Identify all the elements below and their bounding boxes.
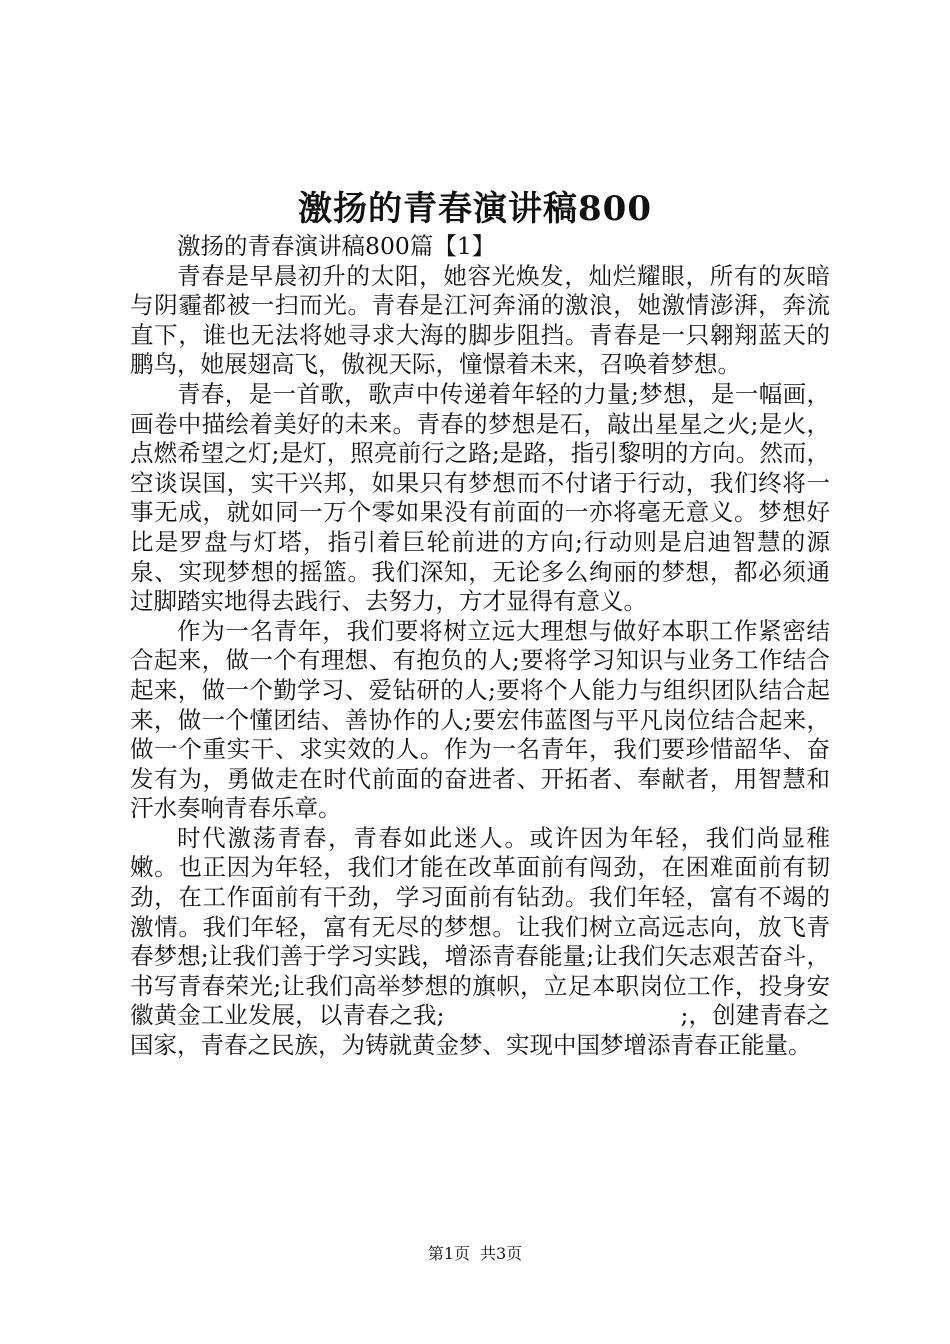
paragraph: 青春是早晨初升的太阳，她容光焕发，灿烂耀眼，所有的灰暗与阴霾都被一扫而光。青春是江河奔涌的激浪，她激情澎湃，奔流直下，谁也无法将她寻求大海的脚步阻挡。青春是一只翱翔蓝天的鹏鸟，她展翅高飞，傲视天际，憧憬着未来，召唤着梦想。 <box>130 261 830 379</box>
document-body <box>130 232 830 1061</box>
paragraph: 作为一名青年，我们要将树立远大理想与做好本职工作紧密结合起来，做一个有理想、有抱负的人;要将学习知识与业务工作结合起来，做一个勤学习、爱钻研的人;要将个人能力与组织团队结合起来，做一个懂团结、善协作的人;要宏伟蓝图与平凡岗位结合起来，做一个重实干、求实效的人。作为一名青年，我们要珍惜韶华、奋发有为，勇做走在时代前面的奋进者、开拓者、奉献者，用智慧和汗水奏响青春乐章。 <box>130 616 830 823</box>
section-heading: 激扬的青春演讲稿800篇【1】 <box>177 232 496 260</box>
page-total: 共3页 <box>480 1244 523 1263</box>
paragraph: 青春，是一首歌，歌声中传递着年轻的力量;梦想，是一幅画，画卷中描绘着美好的未来。青春的梦想是石，敲出星星之火;是火，点燃希望之灯;是灯，照亮前行之路;是路，指引黎明的方向。然而，空谈误国，实干兴邦，如果只有梦想而不付诸于行动，我们终将一事无成，就如同一万个零如果没有前面的一亦将毫无意义。梦想好比是罗盘与灯塔，指引着巨轮前进的方向;行动则是启迪智慧的源泉、实现梦想的摇篮。我们深知，无论多么绚丽的梦想，都必须通过脚踏实地得去践行、去努力，方才显得有意义。 <box>130 379 830 616</box>
paragraph: 时代激荡青春，青春如此迷人。或许因为年轻，我们尚显稚嫩。也正因为年轻，我们才能在改革面前有闯劲，在困难面前有韧劲，在工作面前有干劲，学习面前有钻劲。我们年轻，富有不竭的激情。我们年轻，富有无尽的梦想。让我们树立高远志向，放飞青春梦想;让我们善于学习实践，增添青春能量;让我们矢志艰苦奋斗，书写青春荣光;让我们高举梦想的旗帜，立足本职岗位工作，投身安徽黄金工业发展，以青春之我; ;，创建青春之国家，青春之民族，为铸就黄金梦、实现中国梦增添青春正能量。 <box>130 823 830 1060</box>
page-footer <box>0 1243 950 1265</box>
page-title: 激扬的青春演讲稿800 <box>298 189 652 229</box>
page-number: 第1页 <box>427 1244 470 1263</box>
